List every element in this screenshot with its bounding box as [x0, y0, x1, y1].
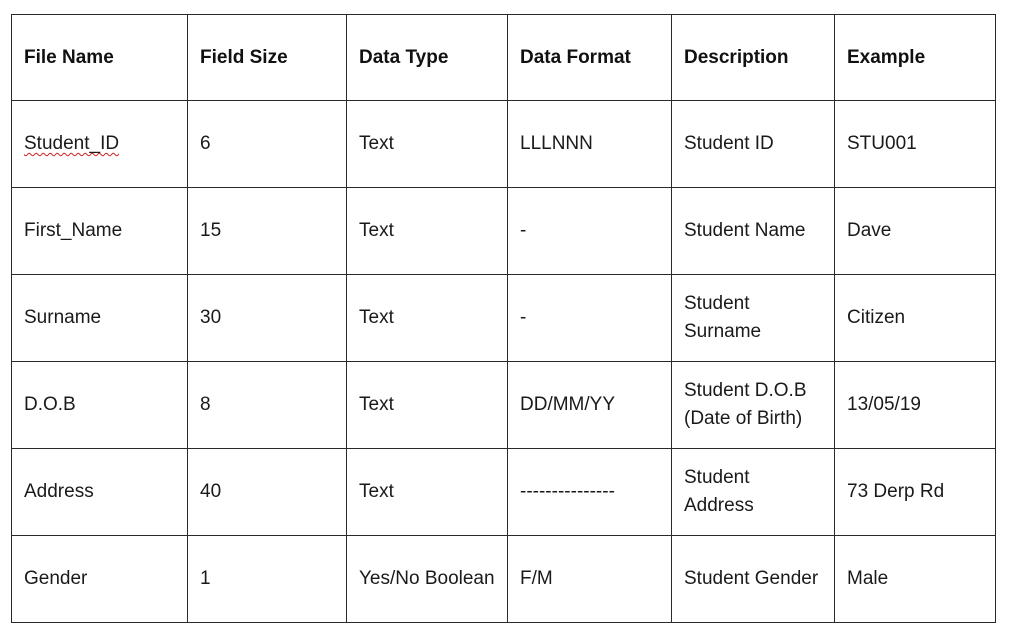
table-row	[12, 101, 996, 188]
data-dictionary-table	[11, 14, 996, 623]
cell-file-name: D.O.B	[12, 362, 188, 449]
cell-description: Student ID	[672, 101, 835, 188]
cell-data-format: -	[508, 275, 672, 362]
cell-description: Student Address	[672, 449, 835, 536]
cell-data-type: Text	[347, 275, 508, 362]
cell-example: Male	[835, 536, 996, 623]
header-data-format: Data Format	[508, 15, 672, 101]
header-example: Example	[835, 15, 996, 101]
cell-description: Student Gender	[672, 536, 835, 623]
cell-field-size: 1	[188, 536, 347, 623]
cell-file-name: Address	[12, 449, 188, 536]
cell-data-type: Text	[347, 362, 508, 449]
cell-field-size: 8	[188, 362, 347, 449]
table-row	[12, 449, 996, 536]
cell-data-format: ---------------	[508, 449, 672, 536]
table-row	[12, 188, 996, 275]
cell-description: Student Surname	[672, 275, 835, 362]
cell-field-size: 6	[188, 101, 347, 188]
cell-description: Student Name	[672, 188, 835, 275]
table-row	[12, 275, 996, 362]
cell-text: Student_ID	[24, 133, 120, 154]
cell-file-name: First_Name	[12, 188, 188, 275]
cell-example: 13/05/19	[835, 362, 996, 449]
cell-file-name: Surname	[12, 275, 188, 362]
cell-data-type: Text	[347, 101, 508, 188]
cell-example: Citizen	[835, 275, 996, 362]
cell-data-type: Text	[347, 188, 508, 275]
cell-file-name	[12, 101, 188, 188]
cell-data-format: -	[508, 188, 672, 275]
table-row	[12, 536, 996, 623]
cell-field-size: 15	[188, 188, 347, 275]
cell-example: Dave	[835, 188, 996, 275]
cell-field-size: 30	[188, 275, 347, 362]
header-description: Description	[672, 15, 835, 101]
cell-description: Student D.O.B (Date of Birth)	[672, 362, 835, 449]
cell-data-format: LLLNNN	[508, 101, 672, 188]
cell-data-format: DD/MM/YY	[508, 362, 672, 449]
cell-field-size: 40	[188, 449, 347, 536]
header-file-name: File Name	[12, 15, 188, 101]
table-row	[12, 362, 996, 449]
cell-example: 73 Derp Rd	[835, 449, 996, 536]
cell-example: STU001	[835, 101, 996, 188]
header-data-type: Data Type	[347, 15, 508, 101]
cell-data-type: Yes/No Boolean	[347, 536, 508, 623]
header-field-size: Field Size	[188, 15, 347, 101]
cell-file-name: Gender	[12, 536, 188, 623]
cell-data-format: F/M	[508, 536, 672, 623]
table-header-row	[12, 15, 996, 101]
cell-data-type: Text	[347, 449, 508, 536]
